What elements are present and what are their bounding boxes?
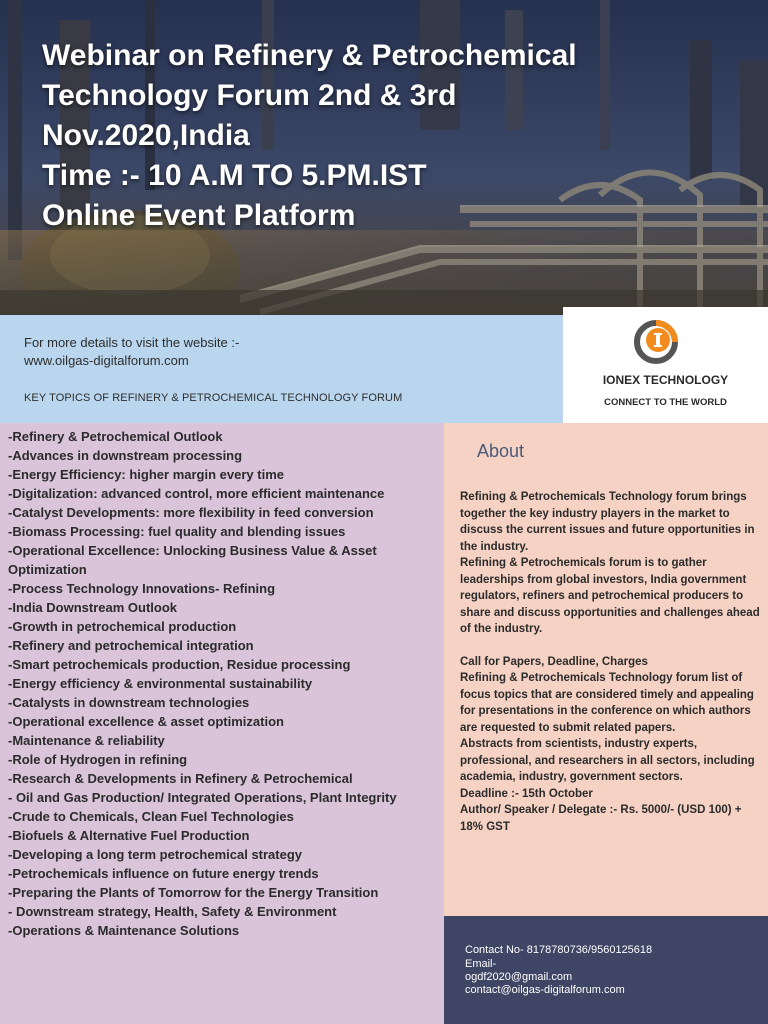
company-tagline: CONNECT TO THE WORLD [604, 397, 727, 408]
about-title: About [477, 441, 525, 461]
topic-item: -Advances in downstream processing [8, 448, 243, 463]
about-panel [444, 423, 768, 916]
deadline-text: Deadline :- 15th October [460, 787, 593, 800]
topic-item: -Role of Hydrogen in refining [8, 752, 188, 767]
topic-item: -Energy efficiency & environmental sustainability [8, 676, 313, 691]
topic-item: -Crude to Chemicals, Clean Fuel Technologies [8, 809, 294, 824]
info-strip [0, 315, 563, 423]
topic-item: - Downstream strategy, Health, Safety & Environment [8, 904, 337, 919]
topic-item: -Operational Excellence: Unlocking Business Value & Asset Optimization [8, 543, 377, 577]
email-label: Email- [465, 958, 497, 970]
topic-item: -Preparing the Plants of Tomorrow for the Energy Transition [8, 885, 379, 900]
about-paragraph: Abstracts from scientists, industry experts, professional, and researchers in all sectors, including academia, industry, government sectors. [460, 738, 755, 783]
company-name: IONEX TECHNOLOGY [602, 373, 729, 387]
topics-list [8, 427, 438, 940]
topic-item: -Maintenance & reliability [8, 733, 165, 748]
topic-item: -Refinery & Petrochemical Outlook [8, 429, 223, 444]
title-line: Online Event Platform [42, 199, 356, 232]
contact-panel [444, 916, 768, 1024]
topics-panel [0, 423, 444, 1024]
topic-item: -Research & Developments in Refinery & Petrochemical [8, 771, 353, 786]
title-line: Technology Forum 2nd & 3rd [42, 79, 457, 112]
topic-item: -Petrochemicals influence on future energy trends [8, 866, 319, 881]
topic-item: -Catalysts in downstream technologies [8, 695, 250, 710]
topic-item: -Biofuels & Alternative Fuel Production [8, 828, 250, 843]
hero-banner [0, 0, 768, 315]
topic-item: -Operations & Maintenance Solutions [8, 923, 240, 938]
topic-item: -Operational excellence & asset optimization [8, 714, 284, 729]
about-body [460, 489, 760, 835]
topic-item: -Smart petrochemicals production, Residue processing [8, 657, 351, 672]
details-label: For more details to visit the website :- [24, 335, 240, 350]
fee-text: Author/ Speaker / Delegate :- Rs. 5000/- (USD 100) + 18% GST [460, 804, 742, 833]
call-for-papers-heading: Call for Papers, Deadline, Charges [460, 655, 648, 668]
topic-item: -Energy Efficiency: higher margin every time [8, 467, 284, 482]
topic-item: -Developing a long term petrochemical strategy [8, 847, 303, 862]
topic-item: -India Downstream Outlook [8, 600, 178, 615]
topic-item: -Digitalization: advanced control, more efficient maintenance [8, 486, 385, 501]
topic-item: - Oil and Gas Production/ Integrated Operations, Plant Integrity [8, 790, 397, 805]
topics-heading: KEY TOPICS OF REFINERY & PETROCHEMICAL TECHNOLOGY FORUM [24, 392, 403, 404]
topic-item: -Biomass Processing: fuel quality and blending issues [8, 524, 346, 539]
company-logo [563, 307, 768, 423]
about-paragraph: Refining & Petrochemicals forum is to gather leaderships from global investors, India government regulators, refiners and petrochemical producers to share and discuss opportunities and challenges ahead of the industry. [460, 557, 760, 635]
topic-item: -Catalyst Developments: more flexibility in feed conversion [8, 505, 374, 520]
title-line: Webinar on Refinery & Petrochemical [42, 39, 577, 72]
email-link[interactable]: contact@oilgas-digitalforum.com [465, 984, 625, 996]
ionex-logo-icon [633, 319, 679, 365]
event-title [42, 36, 742, 236]
topic-item: -Refinery and petrochemical integration [8, 638, 254, 653]
about-paragraph: Refining & Petrochemicals Technology forum brings together the key industry players in the market to discuss the current issues and future opportunities in the industry. [460, 491, 755, 553]
title-line: Time :- 10 A.M TO 5.PM.IST [42, 159, 427, 192]
topic-item: -Process Technology Innovations- Refining [8, 581, 276, 596]
email-link[interactable]: ogdf2020@gmail.com [465, 971, 573, 983]
about-paragraph: Refining & Petrochemicals Technology forum list of focus topics that are considered timely and appealing for presentations in the conference on which authors are requested to submit related papers. [460, 672, 754, 734]
website-link[interactable]: www.oilgas-digitalforum.com [24, 353, 189, 368]
contact-phone: Contact No- 8178780736/9560125618 [465, 944, 653, 956]
topic-item: -Growth in petrochemical production [8, 619, 237, 634]
title-line: Nov.2020,India [42, 119, 250, 152]
